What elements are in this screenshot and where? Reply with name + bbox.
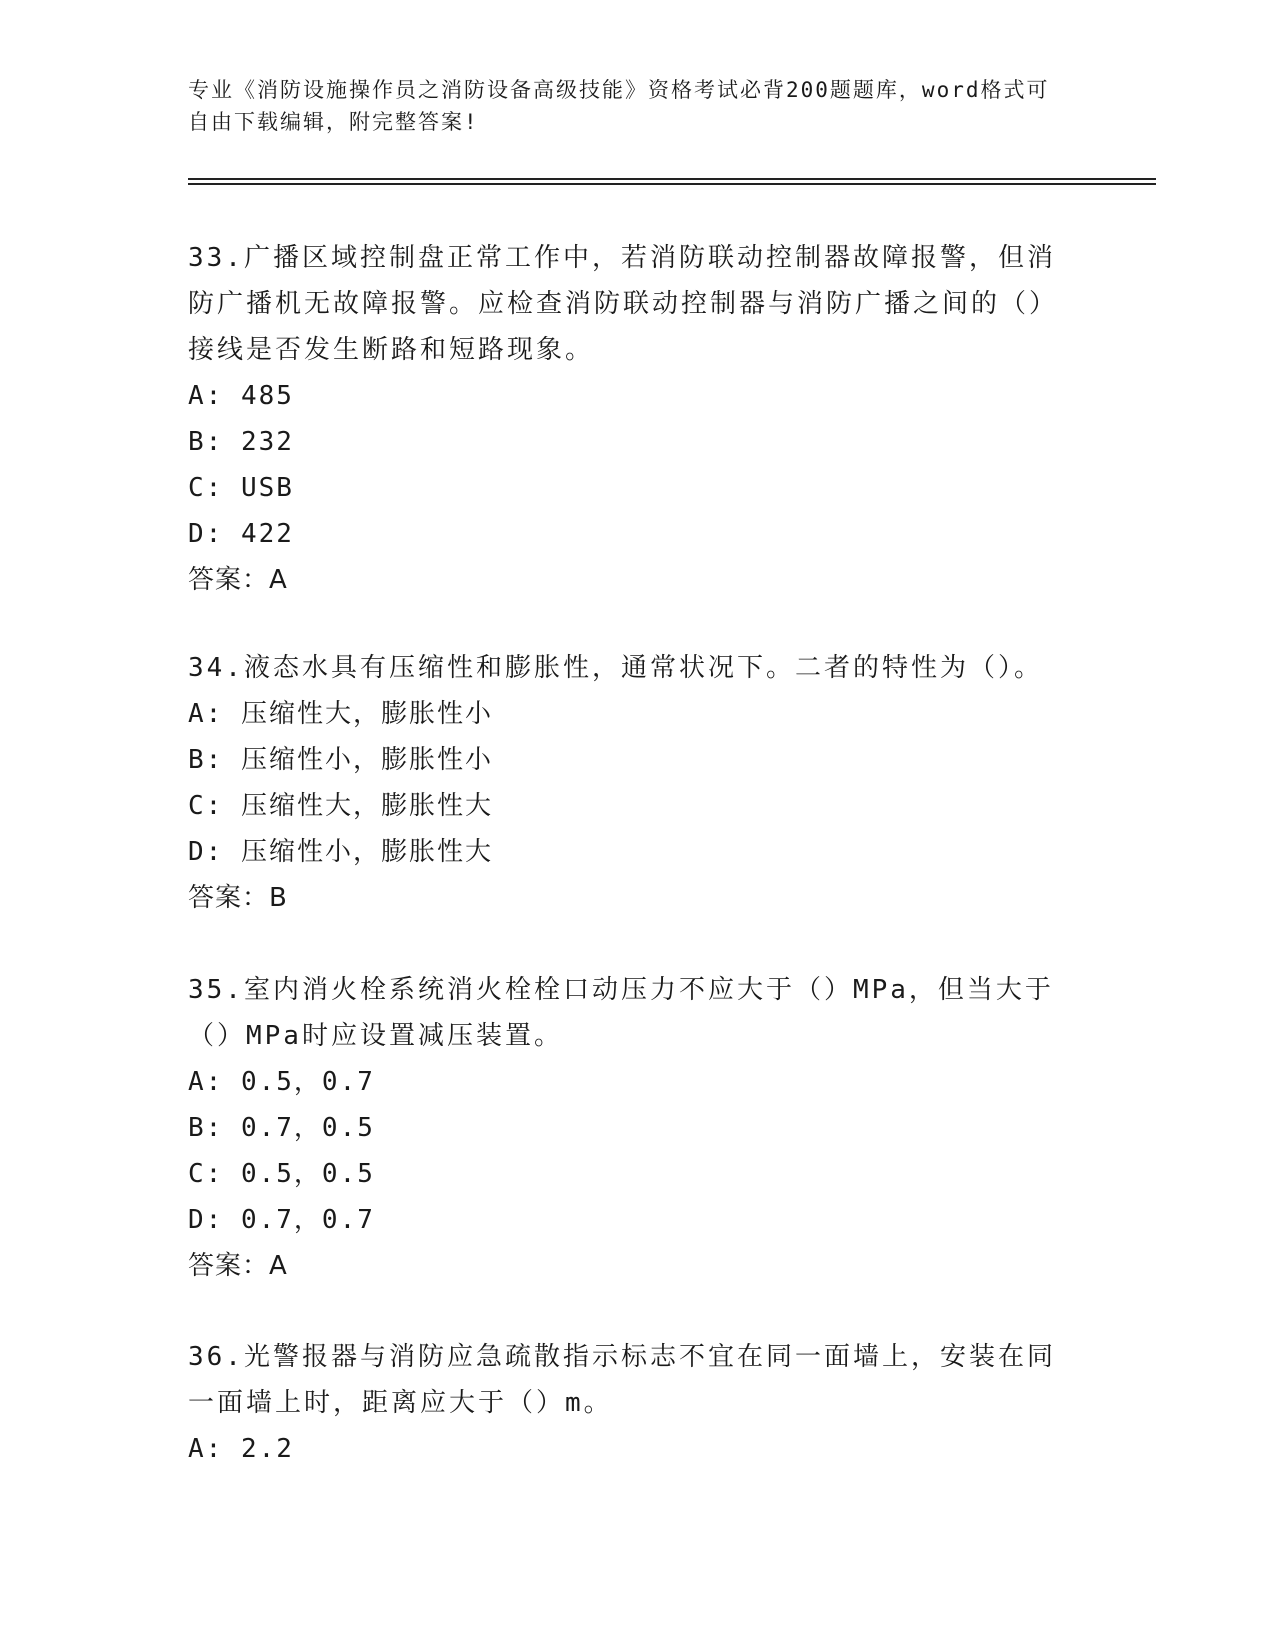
option-a: A: 2.2: [188, 1434, 294, 1464]
option-a: A: 485: [188, 381, 294, 411]
question-35: [188, 967, 1078, 1289]
option-b: B: 压缩性小，膨胀性小: [188, 745, 493, 775]
question-text: 34.液态水具有压缩性和膨胀性，通常状况下。二者的特性为（）。: [188, 653, 1043, 683]
document-header: 专业《消防设施操作员之消防设备高级技能》资格考试必背200题题库，word格式可自由下载编辑，附完整答案!: [188, 78, 1050, 134]
option-c: C: 压缩性大，膨胀性大: [188, 791, 493, 821]
option-b: B: 0.7，0.5: [188, 1113, 375, 1143]
option-c: C: USB: [188, 473, 294, 503]
question-33: [188, 235, 1078, 603]
option-b: B: 232: [188, 427, 294, 457]
header-divider-bottom: [188, 183, 1156, 185]
answer-label: 答案：B: [188, 883, 288, 913]
question-text: 33.广播区域控制盘正常工作中，若消防联动控制器故障报警，但消防广播机无故障报警。应检查消防联动控制器与消防广播之间的（）接线是否发生断路和短路现象。: [188, 243, 1059, 365]
option-d: D: 0.7，0.7: [188, 1205, 375, 1235]
option-a: A: 0.5，0.7: [188, 1067, 375, 1097]
option-d: D: 422: [188, 519, 294, 549]
question-36: [188, 1334, 1078, 1472]
answer-label: 答案：A: [188, 1251, 288, 1281]
option-a: A: 压缩性大，膨胀性小: [188, 699, 493, 729]
question-text: 35.室内消火栓系统消火栓栓口动压力不应大于（）MPa，但当大于（）MPa时应设置减压装置。: [188, 975, 1054, 1051]
option-c: C: 0.5，0.5: [188, 1159, 375, 1189]
option-d: D: 压缩性小，膨胀性大: [188, 837, 493, 867]
header-divider-top: [188, 178, 1156, 180]
answer-label: 答案：A: [188, 565, 288, 595]
question-34: [188, 645, 1078, 921]
question-text: 36.光警报器与消防应急疏散指示标志不宜在同一面墙上，安装在同一面墙上时，距离应大于（）m。: [188, 1342, 1056, 1418]
